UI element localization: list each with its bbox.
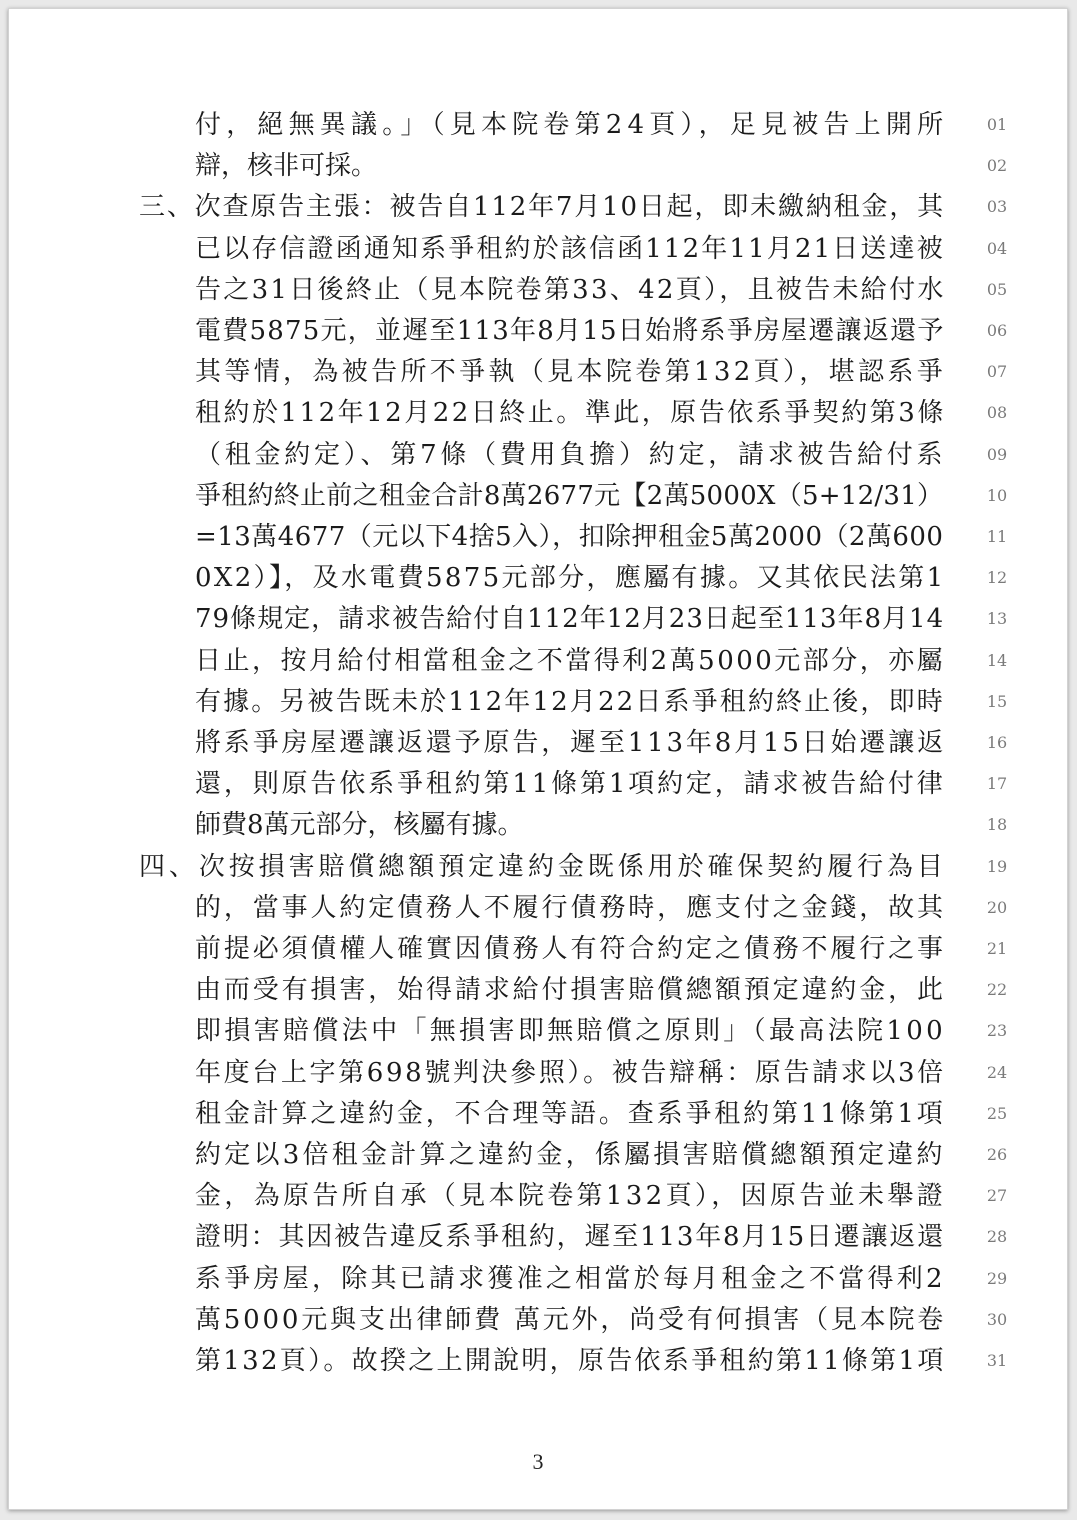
text-line: 萬5000元與支出律師費 萬元外，尚受有何損害（見本院卷: [195, 1305, 947, 1335]
line-number: 04: [986, 239, 1008, 258]
text-line: 由而受有損害，始得請求給付損害賠償總額預定違約金，此: [195, 975, 946, 1005]
line-number: 27: [986, 1186, 1008, 1205]
text-line: 年度台上字第698號判決參照）。被告辯稱：原告請求以3倍: [195, 1058, 946, 1088]
text-line: 付，絕無異議。」（見本院卷第24頁），足見被告上開所: [195, 110, 949, 140]
line-number: 30: [986, 1310, 1008, 1329]
line-number: 19: [986, 857, 1008, 876]
line-number: 09: [986, 445, 1008, 464]
text-line: 前提必須債權人確實因債務人有符合約定之債務不履行之事: [195, 934, 946, 964]
line-number: 01: [986, 115, 1008, 134]
text-line: 四、次按損害賠償總額預定違約金既係用於確保契約履行為目: [139, 852, 947, 882]
text-line: 即損害賠償法中「無損害即無賠償之原則」（最高法院100: [195, 1016, 947, 1046]
text-line: 系爭房屋，除其已請求獲准之相當於每月租金之不當得利2: [195, 1264, 946, 1294]
line-number: 16: [986, 733, 1008, 752]
text-line: =13萬4677（元以下4捨5入），扣除押租金5萬2000（2萬600: [195, 522, 944, 552]
line-number: 06: [986, 321, 1008, 340]
line-number: 13: [986, 609, 1008, 628]
text-line: 租約於112年12月22日終止。準此，原告依系爭契約第3條: [195, 398, 946, 428]
text-line: 的，當事人約定債務人不履行債務時，應支付之金錢，故其: [195, 893, 946, 923]
line-number: 21: [986, 939, 1008, 958]
text-line: 將系爭房屋遷讓返還予原告，遲至113年8月15日始遷讓返: [195, 728, 947, 758]
text-line: 79條規定，請求被告給付自112年12月23日起至113年8月14: [195, 604, 945, 634]
line-number: 24: [986, 1063, 1008, 1082]
document-page: [8, 8, 1068, 1510]
line-number: 26: [986, 1145, 1008, 1164]
text-line: 金，為原告所自承（見本院卷第132頁），因原告並未舉證: [195, 1181, 947, 1211]
text-line: 有據。另被告既未於112年12月22日系爭租約終止後，即時: [195, 687, 945, 717]
text-line: 第132頁）。故揆之上開說明，原告依系爭租約第11條第1項: [195, 1346, 946, 1376]
text-line: 爭租約終止前之租金合計8萬2677元【2萬5000X（5+12/31）: [195, 481, 944, 511]
text-line: 還，則原告依系爭租約第11條第1項約定，請求被告給付律: [195, 769, 946, 799]
line-number: 20: [986, 898, 1008, 917]
line-number: 14: [986, 651, 1008, 670]
text-line: 其等情，為被告所不爭執（見本院卷第132頁），堪認系爭: [195, 357, 947, 387]
line-number: 11: [986, 527, 1008, 546]
line-number: 18: [986, 815, 1008, 834]
line-number: 12: [986, 568, 1008, 587]
line-number: 02: [986, 156, 1008, 175]
line-number: 05: [986, 280, 1008, 299]
line-number: 29: [986, 1269, 1008, 1288]
text-line: 告之31日後終止（見本院卷第33、42頁），且被告未給付水: [195, 275, 946, 305]
line-number: 25: [986, 1104, 1008, 1123]
text-line: 日止，按月給付相當租金之不當得利2萬5000元部分，亦屬: [195, 646, 946, 676]
line-number: 31: [986, 1351, 1008, 1370]
page-number: 3: [532, 1449, 544, 1474]
text-line: 約定以3倍租金計算之違約金，係屬損害賠償總額預定違約: [195, 1140, 946, 1170]
line-number: 22: [986, 980, 1008, 999]
text-line: 辯，核非可採。: [195, 151, 378, 181]
line-number: 03: [986, 197, 1008, 216]
text-line: 電費5875元，並遲至113年8月15日始將系爭房屋遷讓返還予: [195, 316, 945, 346]
text-line: 師費8萬元部分，核屬有據。: [195, 810, 524, 840]
line-number: 07: [986, 362, 1008, 381]
text-line: （租金約定）、第7條（費用負擔）約定，請求被告給付系: [195, 440, 947, 470]
text-line: 已以存信證函通知系爭租約於該信函112年11月21日送達被: [195, 234, 945, 264]
line-number: 23: [986, 1021, 1008, 1040]
line-number: 08: [986, 403, 1008, 422]
line-number: 10: [986, 486, 1008, 505]
text-line: 0X2）】，及水電費5875元部分，應屬有據。又其依民法第1: [195, 563, 946, 593]
line-number: 15: [986, 692, 1008, 711]
text-line: 三、次查原告主張：被告自112年7月10日起，即未繳納租金，其: [139, 192, 945, 222]
line-number: 17: [986, 774, 1008, 793]
text-line: 租金計算之違約金，不合理等語。查系爭租約第11條第1項: [195, 1099, 946, 1129]
text-line: 證明：其因被告違反系爭租約，遲至113年8月15日遷讓返還: [195, 1222, 946, 1252]
line-number: 28: [986, 1227, 1008, 1246]
